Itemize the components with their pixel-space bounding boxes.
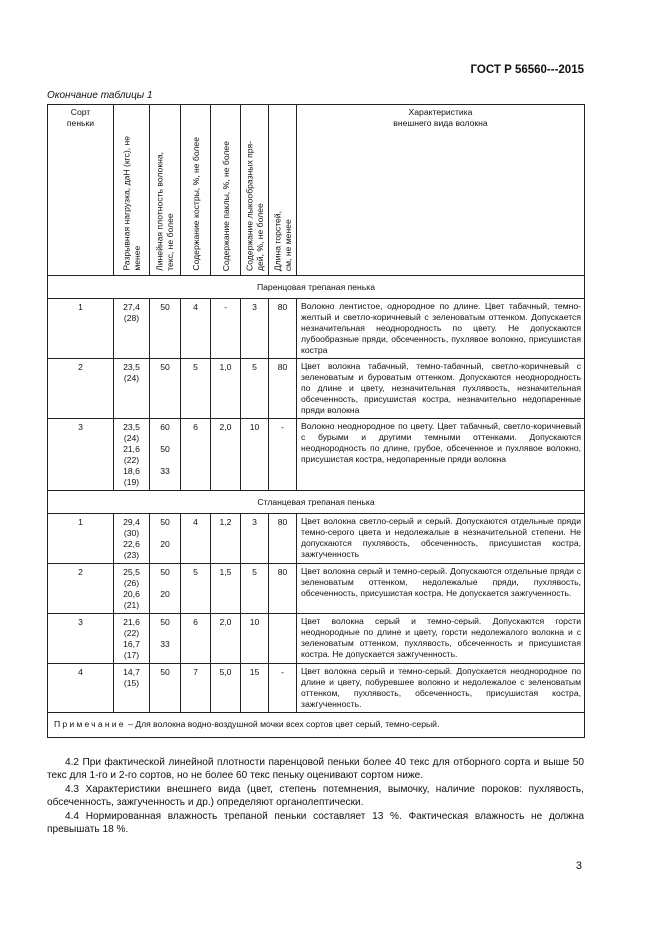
linear-density-value [153, 455, 177, 466]
grade-cell: 3 [48, 614, 114, 664]
breaking-load-value: (22) [123, 628, 140, 638]
table-row [48, 299, 585, 359]
note-label: Примечание [54, 719, 126, 729]
bast-strands-cell: 10 [241, 614, 269, 664]
linear-density-value: 33 [160, 466, 170, 476]
grade-table [47, 104, 585, 738]
fiber-waste-cell: - [211, 299, 241, 359]
bast-strands-cell: 10 [241, 419, 269, 491]
table-row [48, 359, 585, 419]
characteristic-cell: Цвет волокна серый и темно-серый. Допускаются горсти неоднородные по длине и цвету, горсти недолежалого волокна и с зеленоватым оттенком, пухлявость, обсеченность и присушистая костра. Не допускается зажгученность. [297, 614, 585, 664]
breaking-load-value: (23) [123, 550, 140, 560]
fiber-waste-cell: 1,0 [211, 359, 241, 419]
linear-density-value [153, 528, 177, 539]
table-note-row [48, 713, 585, 738]
breaking-load-value: 14,7 [123, 667, 140, 677]
length-cell: - [269, 419, 297, 491]
document-standard-number: ГОСТ Р 56560---2015 [470, 64, 584, 76]
linear-density-cell [150, 419, 181, 491]
breaking-load-cell [114, 514, 150, 564]
bast-strands-cell: 3 [241, 299, 269, 359]
shive-content-cell: 6 [181, 614, 211, 664]
shive-content-cell: 7 [181, 664, 211, 713]
breaking-load-value: (24) [123, 433, 140, 443]
breaking-load-cell [114, 614, 150, 664]
col-header-fiber-waste [211, 105, 241, 276]
fiber-waste-cell: 1,2 [211, 514, 241, 564]
breaking-load-value: (30) [123, 528, 140, 538]
characteristic-cell: Цвет волокна серый и темно-серый. Допускаются отдельные пряди с зеленоватым оттенком, недолежалые пряди, пухлявость, обсеченность, присушистая костра. Не допускается зажгученность. [297, 564, 585, 614]
table-body [48, 276, 585, 713]
table-row [48, 664, 585, 713]
fiber-waste-cell: 1,5 [211, 564, 241, 614]
col-header-length-text: Длина горстей, см, не менее [272, 210, 293, 271]
length-cell: 80 [269, 359, 297, 419]
col-header-linear-density [150, 105, 181, 276]
section-header-row [48, 491, 585, 514]
length-cell: 80 [269, 514, 297, 564]
section-title: Стланцевая трепаная пенька [48, 491, 585, 514]
breaking-load-value: 18,6 [123, 466, 140, 476]
breaking-load-value: (28) [123, 313, 140, 323]
breaking-load-value: 27,4 [123, 302, 140, 312]
section-title: Паренцовая трепаная пенька [48, 276, 585, 299]
grade-cell: 3 [48, 419, 114, 491]
paragraph-4-3: 4.3 Характеристики внешнего вида (цвет, степень потемнения, вымочку, наличие пороков: пухлявость, обсеченность, зажгученность и др.) определяют органолептически. [47, 783, 584, 809]
length-cell: 80 [269, 564, 297, 614]
shive-content-cell: 6 [181, 419, 211, 491]
note-text: – Для волокна водно-воздушной мочки всех сортов цвет серый, темно-серый. [125, 719, 440, 729]
col-header-characteristic: Характеристика внешнего вида волокна [297, 105, 585, 276]
table-row [48, 419, 585, 491]
paragraph-4-4: 4.4 Нормированная влажность трепаной пеньки составляет 13 %. Фактическая влажность не должна превышать 18 %. [47, 810, 584, 836]
col-header-bast-strands [241, 105, 269, 276]
bast-strands-cell: 15 [241, 664, 269, 713]
breaking-load-cell [114, 564, 150, 614]
body-paragraphs [47, 756, 584, 836]
breaking-load-value: 21,6 [123, 444, 140, 454]
linear-density-cell [150, 564, 181, 614]
shive-content-cell: 4 [181, 514, 211, 564]
shive-content-cell: 4 [181, 299, 211, 359]
col-header-length [269, 105, 297, 276]
breaking-load-value: 25,5 [123, 567, 140, 577]
linear-density-cell [150, 359, 181, 419]
col-header-linear-density-text: Линейная плотность волокна, текс, не более [154, 152, 175, 271]
breaking-load-value: (15) [123, 678, 140, 688]
bast-strands-cell: 3 [241, 514, 269, 564]
breaking-load-value: 23,5 [123, 362, 140, 372]
characteristic-cell: Волокно лентистое, однородное по длине. Цвет табачный, темно-желтый и светло-коричневый с зеленоватым оттенком. Допускается незначительная неоднородность по цвету. Не допускаются лубообразные пряди, обсеченность, пухлявое волокно, присушистая костра [297, 299, 585, 359]
linear-density-value: 50 [160, 667, 170, 677]
col-header-fiber-waste-text: Содержание паклы, %, не более [220, 140, 231, 271]
breaking-load-cell [114, 359, 150, 419]
table-row [48, 564, 585, 614]
col-header-breaking-load [114, 105, 150, 276]
linear-density-value [153, 578, 177, 589]
linear-density-value [153, 628, 177, 639]
grade-cell: 4 [48, 664, 114, 713]
breaking-load-cell [114, 419, 150, 491]
table-row [48, 614, 585, 664]
shive-content-cell: 5 [181, 564, 211, 614]
linear-density-value: 33 [160, 639, 170, 649]
table-note [48, 713, 585, 738]
fiber-waste-cell: 2,0 [211, 419, 241, 491]
linear-density-cell [150, 299, 181, 359]
breaking-load-value: 22,6 [123, 539, 140, 549]
linear-density-cell [150, 514, 181, 564]
page-number: 3 [575, 860, 582, 872]
col-header-breaking-load-text: Разрывная нагрузка, даН (кгс), не менее [121, 136, 142, 271]
breaking-load-value: 23,5 [123, 422, 140, 432]
length-cell: 80 [269, 299, 297, 359]
breaking-load-value: (21) [123, 600, 140, 610]
section-header-row [48, 276, 585, 299]
bast-strands-cell: 5 [241, 564, 269, 614]
table-caption: Окончание таблицы 1 [47, 90, 153, 101]
linear-density-value [153, 433, 177, 444]
characteristic-cell: Цвет волокна табачный, темно-табачный, светло-коричневый с зеленоватым и буроватым оттенком. Допускаются неоднородность по длине и цвету, незначительная пухлявость, незначительная обсеченность, присушистая костра, незначительно недопаренные пряди волокна [297, 359, 585, 419]
grade-cell: 1 [48, 514, 114, 564]
linear-density-value: 50 [160, 567, 170, 577]
breaking-load-value: (19) [123, 477, 140, 487]
col-header-grade: Сорт пеньки [48, 105, 114, 276]
characteristic-cell: Волокно неоднородное по цвету. Цвет табачный, светло-коричневый с бурыми и другими темными оттенками. Допускаются неоднородность по длине, грубое, обсеченное и пухлявое волокно, присушистая костра, недопаренные пряди волокна [297, 419, 585, 491]
linear-density-value: 50 [160, 302, 170, 312]
grade-cell: 2 [48, 564, 114, 614]
linear-density-cell [150, 664, 181, 713]
table-row [48, 514, 585, 564]
shive-content-cell: 5 [181, 359, 211, 419]
col-header-shive-content-text: Содержание костры, %, не более [190, 137, 201, 271]
breaking-load-value: 21,6 [123, 617, 140, 627]
breaking-load-value: (17) [123, 650, 140, 660]
breaking-load-value: (26) [123, 578, 140, 588]
bast-strands-cell: 5 [241, 359, 269, 419]
breaking-load-value: (24) [123, 373, 140, 383]
linear-density-cell [150, 614, 181, 664]
characteristic-cell: Цвет волокна светло-серый и серый. Допускаются отдельные пряди темно-серого цвета и недолежалые в незначительной степени. Не допускаются пухлявость, обсеченность, присушистая костра, зажгученность [297, 514, 585, 564]
linear-density-value: 50 [160, 444, 170, 454]
breaking-load-value: 20,6 [123, 589, 140, 599]
table-header-row [48, 105, 585, 276]
length-cell: - [269, 664, 297, 713]
breaking-load-cell [114, 664, 150, 713]
breaking-load-value: (22) [123, 455, 140, 465]
col-header-bast-strands-text: Содержание лыкообразных пря- дей, %, не более [244, 140, 265, 271]
linear-density-value: 60 [160, 422, 170, 432]
grade-cell: 1 [48, 299, 114, 359]
length-cell [269, 614, 297, 664]
grade-cell: 2 [48, 359, 114, 419]
linear-density-value: 20 [160, 539, 170, 549]
breaking-load-value: 29,4 [123, 517, 140, 527]
fiber-waste-cell: 5,0 [211, 664, 241, 713]
characteristic-cell: Цвет волокна серый и темно-серый. Допускается неоднородное по длине и цвету, побуревшее волокно и недолежалое с зеленоватым оттенком, пухлявость, обсеченность, присушистая костра, зажгученность. [297, 664, 585, 713]
col-header-shive-content [181, 105, 211, 276]
linear-density-value: 50 [160, 362, 170, 372]
linear-density-value: 50 [160, 617, 170, 627]
paragraph-4-2: 4.2 При фактической линейной плотности паренцовой пеньки более 40 текс для отборного сорта и выше 50 текс для 1-го и 2-го сортов, но не более 60 текс пеньку оценивают сортом ниже. [47, 757, 584, 782]
breaking-load-cell [114, 299, 150, 359]
fiber-waste-cell: 2,0 [211, 614, 241, 664]
breaking-load-value: 16,7 [123, 639, 140, 649]
linear-density-value: 50 [160, 517, 170, 527]
linear-density-value: 20 [160, 589, 170, 599]
